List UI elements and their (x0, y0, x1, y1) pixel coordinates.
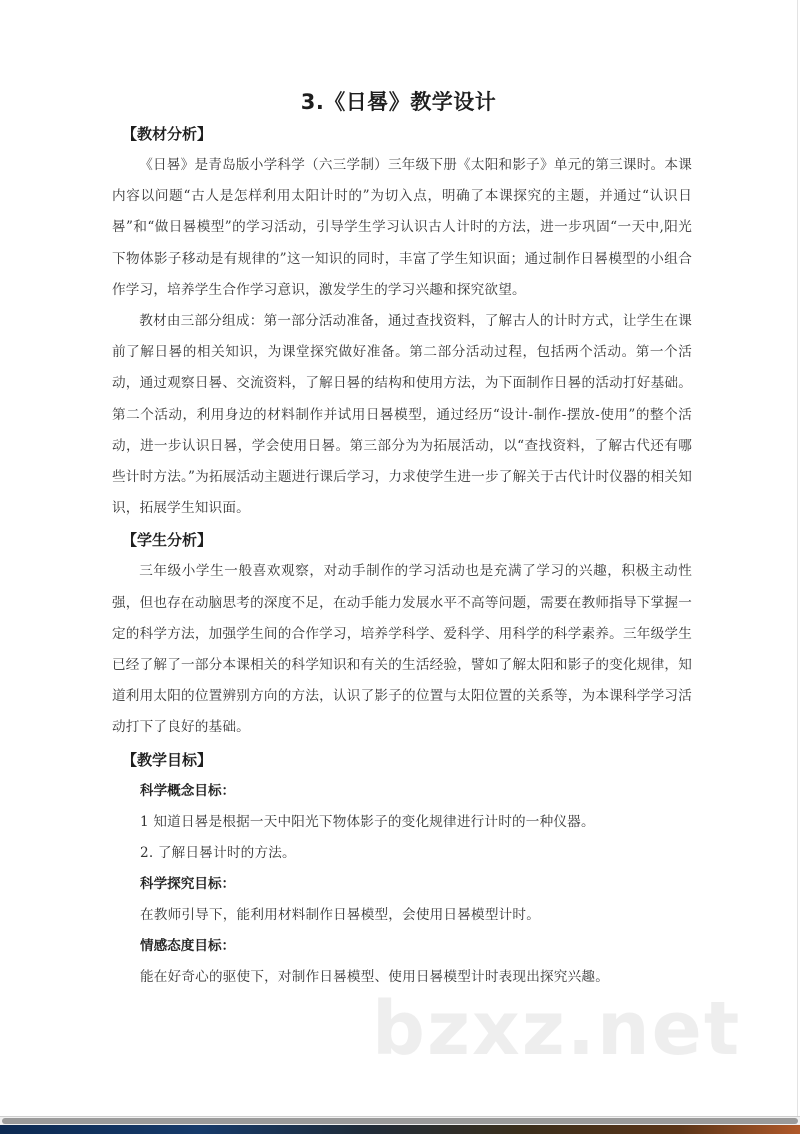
paragraph: 三年级小学生一般喜欢观察，对动手制作的学习活动也是充满了学习的兴趣，积极主动性强，但也存在动脑思考的深度不足，在动手能力发展水平不高等问题，需要在教师指导下掌握一定的科学方法，加强学生间的合作学习，培养学科学、爱科学、用科学的科学素养。三年级学生已经了解了一部分本课相关的科学知识和有关的生活经验，譬如了解太阳和影子的变化规律，知道利用太阳的位置辨别方向的方法，认识了影子的位置与太阳位置的关系等，为本课科学学习活动打下了良好的基础。 (112, 563, 692, 736)
goal-item: 能在好奇心的驱使下，对制作日晷模型、使用日晷模型计时表现出探究兴趣。 (140, 968, 609, 985)
scrollbar-thumb[interactable] (2, 1118, 798, 1124)
section-heading-textbook-analysis: 【教材分析】 (122, 125, 213, 143)
document-title: 3.《日晷》教学设计 (300, 90, 497, 114)
section-heading-teaching-goals: 【教学目标】 (122, 750, 213, 769)
desktop-background-strip (0, 1125, 800, 1134)
goal-heading-science-concept: 科学概念目标： (140, 782, 236, 799)
goal-heading-emotion-attitude: 情感态度目标： (140, 937, 236, 954)
section-heading-student-analysis: 【学生分析】 (122, 531, 213, 550)
document-body (112, 118, 692, 993)
watermark: bzxz.net (372, 986, 742, 1072)
goal-heading-science-inquiry: 科学探究目标： (140, 875, 236, 892)
goal-item: 1 知道日晷是根据一天中阳光下物体影子的变化规律进行计时的一种仪器。 (140, 813, 595, 830)
horizontal-scrollbar[interactable] (0, 1116, 800, 1125)
page-edge-divider (797, 0, 798, 1116)
paragraph: 教材由三部分组成：第一部分活动准备，通过查找资料，了解古人的计时方式，让学生在课前了解日晷的相关知识，为课堂探究做好准备。第二部分活动过程，包括两个活动。第一个活动，通过观察日晷、交流资料，了解日晷的结构和使用方法，为下面制作日晷的活动打好基础。第二个活动，利用身边的材料制作并试用日晷模型，通过经历“设计-制作-摆放-使用”的整个活动，进一步认识日晷，学会使用日晷。第三部分为为拓展活动，以“查找资料，了解古代还有哪些计时方法。”为拓展活动主题进行课后学习，力求使学生进一步了解关于古代计时仪器的相关知识，拓展学生知识面。 (112, 313, 692, 517)
goal-item: 2. 了解日晷计时的方法。 (140, 844, 296, 861)
goal-item: 在教师引导下，能利用材料制作日晷模型，会使用日晷模型计时。 (140, 906, 541, 923)
paragraph: 《日晷》是青岛版小学科学（六三学制）三年级下册《太阳和影子》单元的第三课时。本课内容以问题“古人是怎样利用太阳计时的”为切入点，明确了本课探究的主题，并通过“认识日晷”和“做日晷模型”的学习活动，引导学生学习认识古人计时的方法，进一步巩固“一天中,阳光下物体影子移动是有规律的”这一知识的同时，丰富了学生知识面；通过制作日晷模型的小组合作学习，培养学生合作学习意识，激发学生的学习兴趣和探究欲望。 (112, 157, 692, 298)
